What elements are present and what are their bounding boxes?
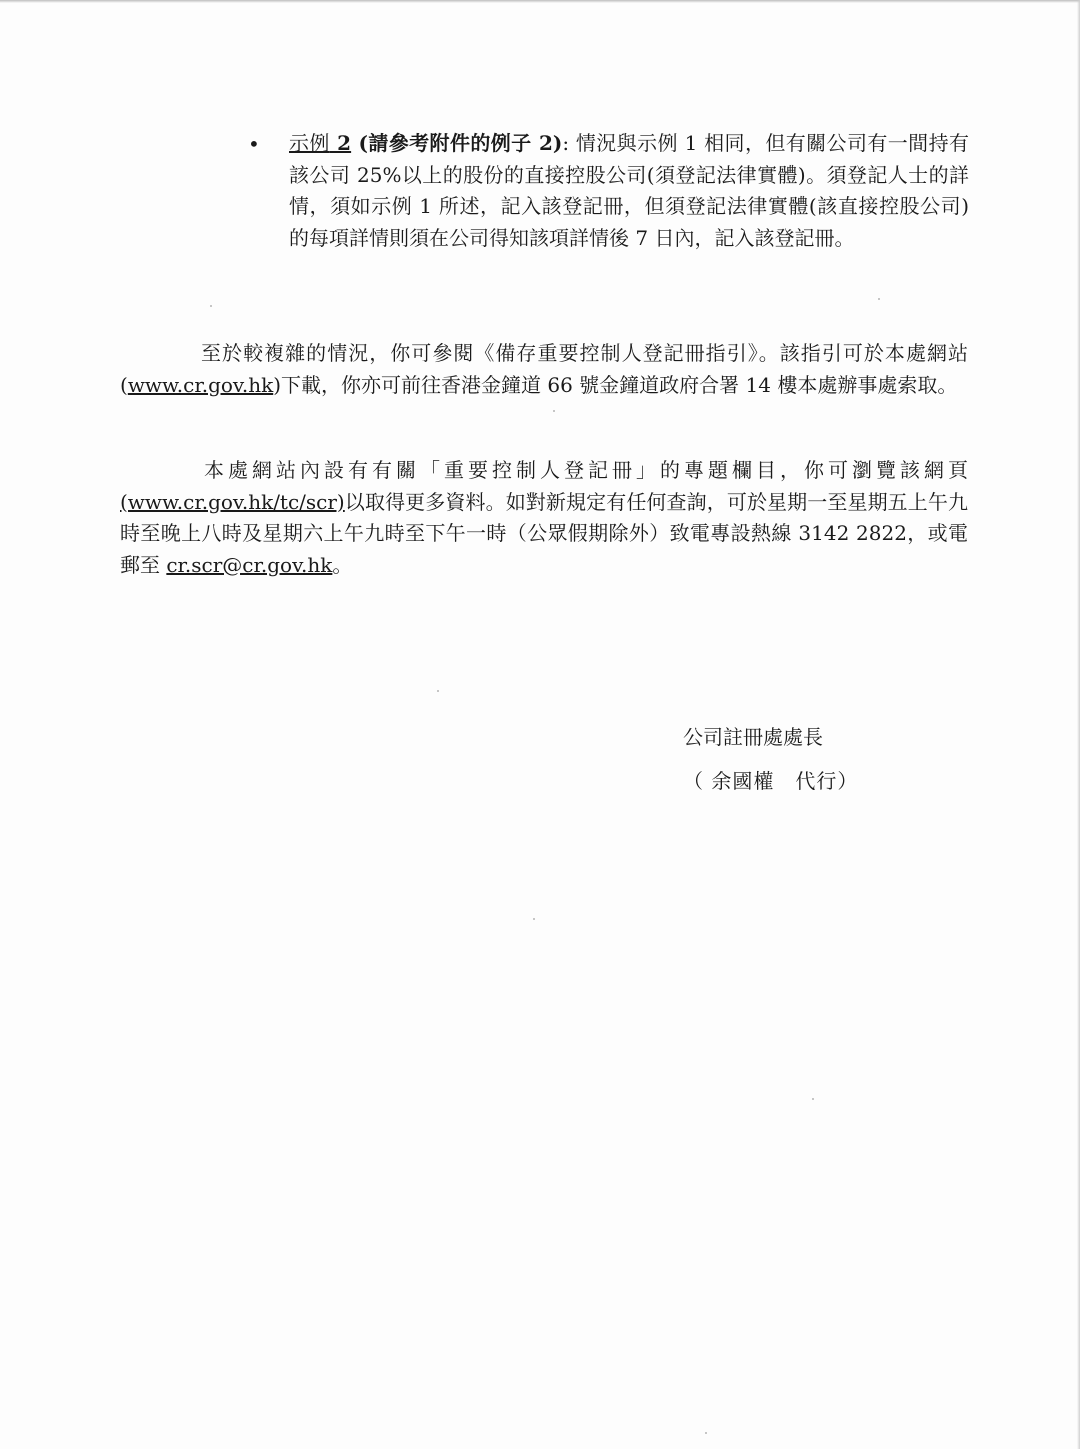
signature-title: 公司註冊處處長 [683,725,823,749]
scan-speck [437,690,439,692]
contact-paragraph: 本處網站內設有有關「重要控制人登記冊」的專題欄目，你可瀏覽該網頁(www.cr.gov.hk/tc/scr)以取得更多資料。如對新規定有任何查詢，可於星期一至星期五上午九時至晚上八時及星期六上午九時至下午一時（公眾假期除外）致電專設熱線 3142 2822，或電郵至 cr.scr@cr.gov.hk。 [120,458,968,577]
scan-speck [210,305,212,307]
guideline-paragraph: 至於較複雜的情況，你可參閱《備存重要控制人登記冊指引》。該指引可於本處網站(www.cr.gov.hk)下載，你亦可前往香港金鐘道 66 號金鐘道政府合署 14 樓本處辦事處索取。 [120,341,968,397]
signature-acting: （ 余國權 代行） [683,768,859,793]
signature-block [683,722,858,797]
scan-speck [533,918,535,920]
scan-speck [553,410,555,412]
scan-speck [812,1098,814,1100]
email-link[interactable]: cr.scr@cr.gov.hk [166,552,333,577]
scan-edge-top [0,0,1080,3]
scr-webpage-link[interactable]: (www.cr.gov.hk/tc/scr) [120,489,345,514]
example-2-reference: (請參考附件的例子 2) [351,131,563,155]
scan-speck [705,1432,707,1434]
example-2-body: 情況與示例 1 相同，但有關公司有一間持有該公司 25%以上的股份的直接控股公司(須登記法律實體)。須登記人士的詳情，須如示例 1 所述，記入該登記冊，但須登記法律實體(該直接控股公司)的每項詳情則須在公司得知該項詳情後 7 日內，記入該登記冊。 [289,131,969,250]
website-link[interactable]: www.cr.gov.hk [127,372,274,397]
example-2-text: 示例 2 (請參考附件的例子 2): 情況與示例 1 相同，但有關公司有一間持有該公司 25%以上的股份的直接控股公司(須登記法律實體)。須登記人士的詳情，須如示例 1 所述，記入該登記冊，但須登記法律實體(該直接控股公司)的每項詳情則須在公司得知該項詳情後 7 日內，記入該登記冊。 [289,131,969,250]
bullet-dot-icon: • [248,132,260,156]
example-2-title: 示例 2 [289,131,352,155]
scan-speck [878,298,880,300]
